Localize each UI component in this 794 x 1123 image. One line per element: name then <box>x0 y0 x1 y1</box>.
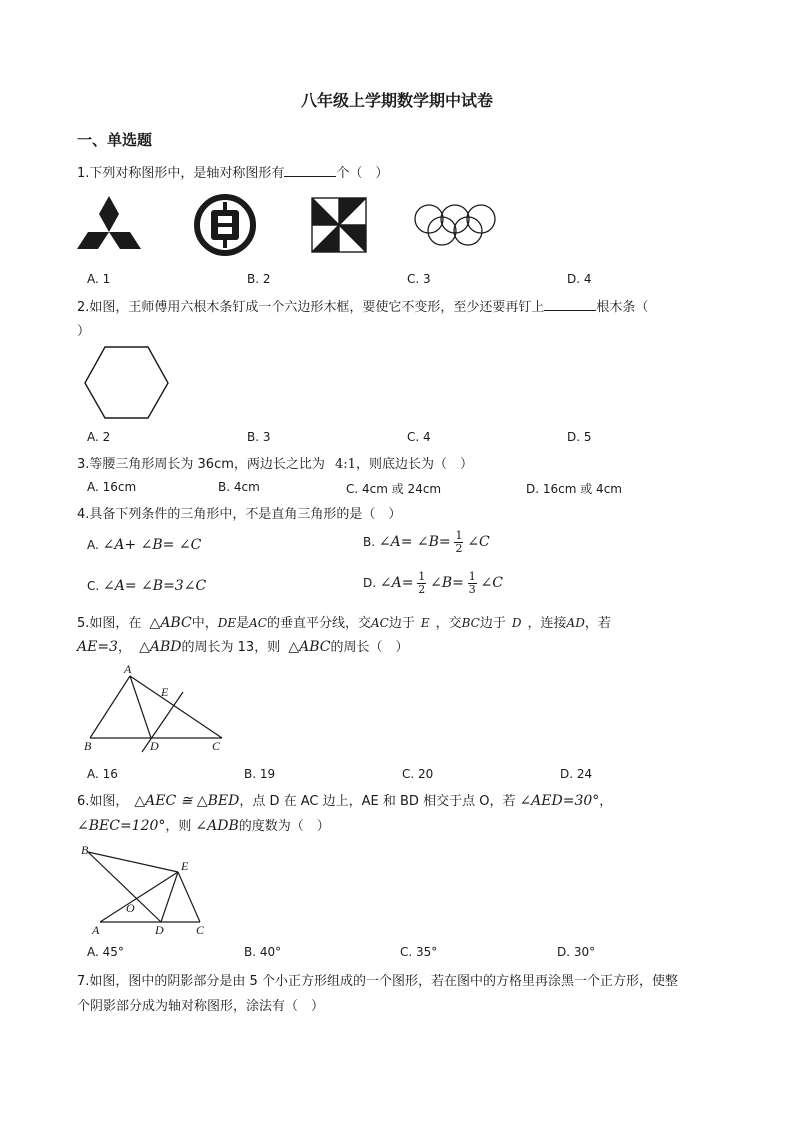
olympic-rings-figure <box>412 203 498 247</box>
q5-option-a[interactable]: A. 16 <box>87 767 118 781</box>
q3-option-b[interactable]: B. 4cm <box>218 480 260 494</box>
label-e: E <box>181 859 189 873</box>
coin-figure <box>193 193 257 257</box>
q2-option-d[interactable]: D. 5 <box>567 430 592 444</box>
q6-option-d[interactable]: D. 30° <box>557 945 596 959</box>
q5-option-d[interactable]: D. 24 <box>560 767 593 781</box>
q3-option-d[interactable]: D. 16cm 或 4cm <box>526 482 622 496</box>
q1-option-c[interactable]: C. 3 <box>407 272 431 286</box>
pinwheel-figure <box>310 196 368 254</box>
question-2-cont: ） <box>77 324 91 339</box>
fraction: $\frac{1}{2}$ <box>418 570 426 596</box>
q5-triangle-figure <box>84 662 234 754</box>
q5-option-b[interactable]: B. 19 <box>244 767 276 781</box>
answer-blank <box>284 164 336 177</box>
q5-option-c[interactable]: C. 20 <box>402 767 434 781</box>
label-b: B <box>81 843 89 857</box>
q1-option-a[interactable]: A. 1 <box>87 272 111 286</box>
q2-option-a[interactable]: A. 2 <box>87 430 111 444</box>
label-o: O <box>126 901 135 915</box>
label-c: C <box>212 739 221 753</box>
label-a: A <box>92 923 100 937</box>
label-d: D <box>150 739 159 753</box>
hexagon-figure <box>84 346 170 420</box>
q4-option-a[interactable]: A. ∠A+ ∠B= ∠C <box>87 537 202 553</box>
q6-option-c[interactable]: C. 35° <box>400 945 438 959</box>
answer-blank <box>544 298 596 311</box>
question-5-line-2: AE=3， △ABD的周长为 13，则 △ABC的周长（ ） <box>77 639 409 655</box>
ratio-value: 4:1 <box>335 457 356 472</box>
fraction: $\frac{1}{2}$ <box>455 529 463 555</box>
q4-option-d[interactable]: D. ∠A= $\frac{1}{2}$ ∠B= $\frac{1}{3}$ ∠C <box>363 570 503 596</box>
question-7-line-2: 个阴影部分成为轴对称图形，涂法有（ ） <box>77 999 325 1014</box>
q3-option-a[interactable]: A. 16cm <box>87 480 137 494</box>
question-6-line-2: ∠BEC=120°，则 ∠ADB的度数为（ ） <box>77 818 330 834</box>
label-c: C <box>196 923 205 937</box>
q2-option-b[interactable]: B. 3 <box>247 430 271 444</box>
q6-triangle-figure <box>78 842 213 938</box>
q4-option-b[interactable]: B. ∠A= ∠B= $\frac{1}{2}$ ∠C <box>363 529 490 555</box>
label-e: E <box>161 685 169 699</box>
question-5-line-1: 5.如图，在 △ABC中，DE是AC的垂直平分线，交AC边于 E ，交BC边于 D ，连接AD，若 <box>77 615 611 631</box>
q1-option-b[interactable]: B. 2 <box>247 272 271 286</box>
label-d: D <box>155 923 164 937</box>
question-4: 4.具备下列条件的三角形中，不是直角三角形的是（ ） <box>77 507 402 522</box>
q6-option-a[interactable]: A. 45° <box>87 945 124 959</box>
label-b: B <box>84 739 92 753</box>
mitsubishi-logo-figure <box>77 196 141 252</box>
fraction: $\frac{1}{3}$ <box>468 570 476 596</box>
section-heading: 一、单选题 <box>77 131 153 149</box>
q6-option-b[interactable]: B. 40° <box>244 945 282 959</box>
question-6-line-1: 6.如图， △AEC ≅ △BED，点 D 在 AC 边上，AE 和 BD 相交于点 O，若 ∠AED=30°， <box>77 793 613 809</box>
question-1: 1.下列对称图形中，是轴对称图形有 个（ ） <box>77 166 389 181</box>
question-2: 2.如图，王师傅用六根木条钉成一个六边形木框，要使它不变形，至少还要再钉上 根木条（ <box>77 300 649 315</box>
q1-option-d[interactable]: D. 4 <box>567 272 592 286</box>
label-a: A <box>124 662 132 676</box>
page-title: 八年级上学期数学期中试卷 <box>300 91 493 110</box>
question-7-line-1: 7.如图，图中的阴影部分是由 5 个小正方形组成的一个图形，若在图中的方格里再涂黑一个正方形，使整 <box>77 974 678 989</box>
q3-option-c[interactable]: C. 4cm 或 24cm <box>346 482 442 496</box>
q2-option-c[interactable]: C. 4 <box>407 430 431 444</box>
question-3: 3.等腰三角形周长为 36cm，两边长之比为 4:1，则底边长为（ ） <box>77 457 473 472</box>
q4-option-c[interactable]: C. ∠A= ∠B=3∠C <box>87 578 207 594</box>
